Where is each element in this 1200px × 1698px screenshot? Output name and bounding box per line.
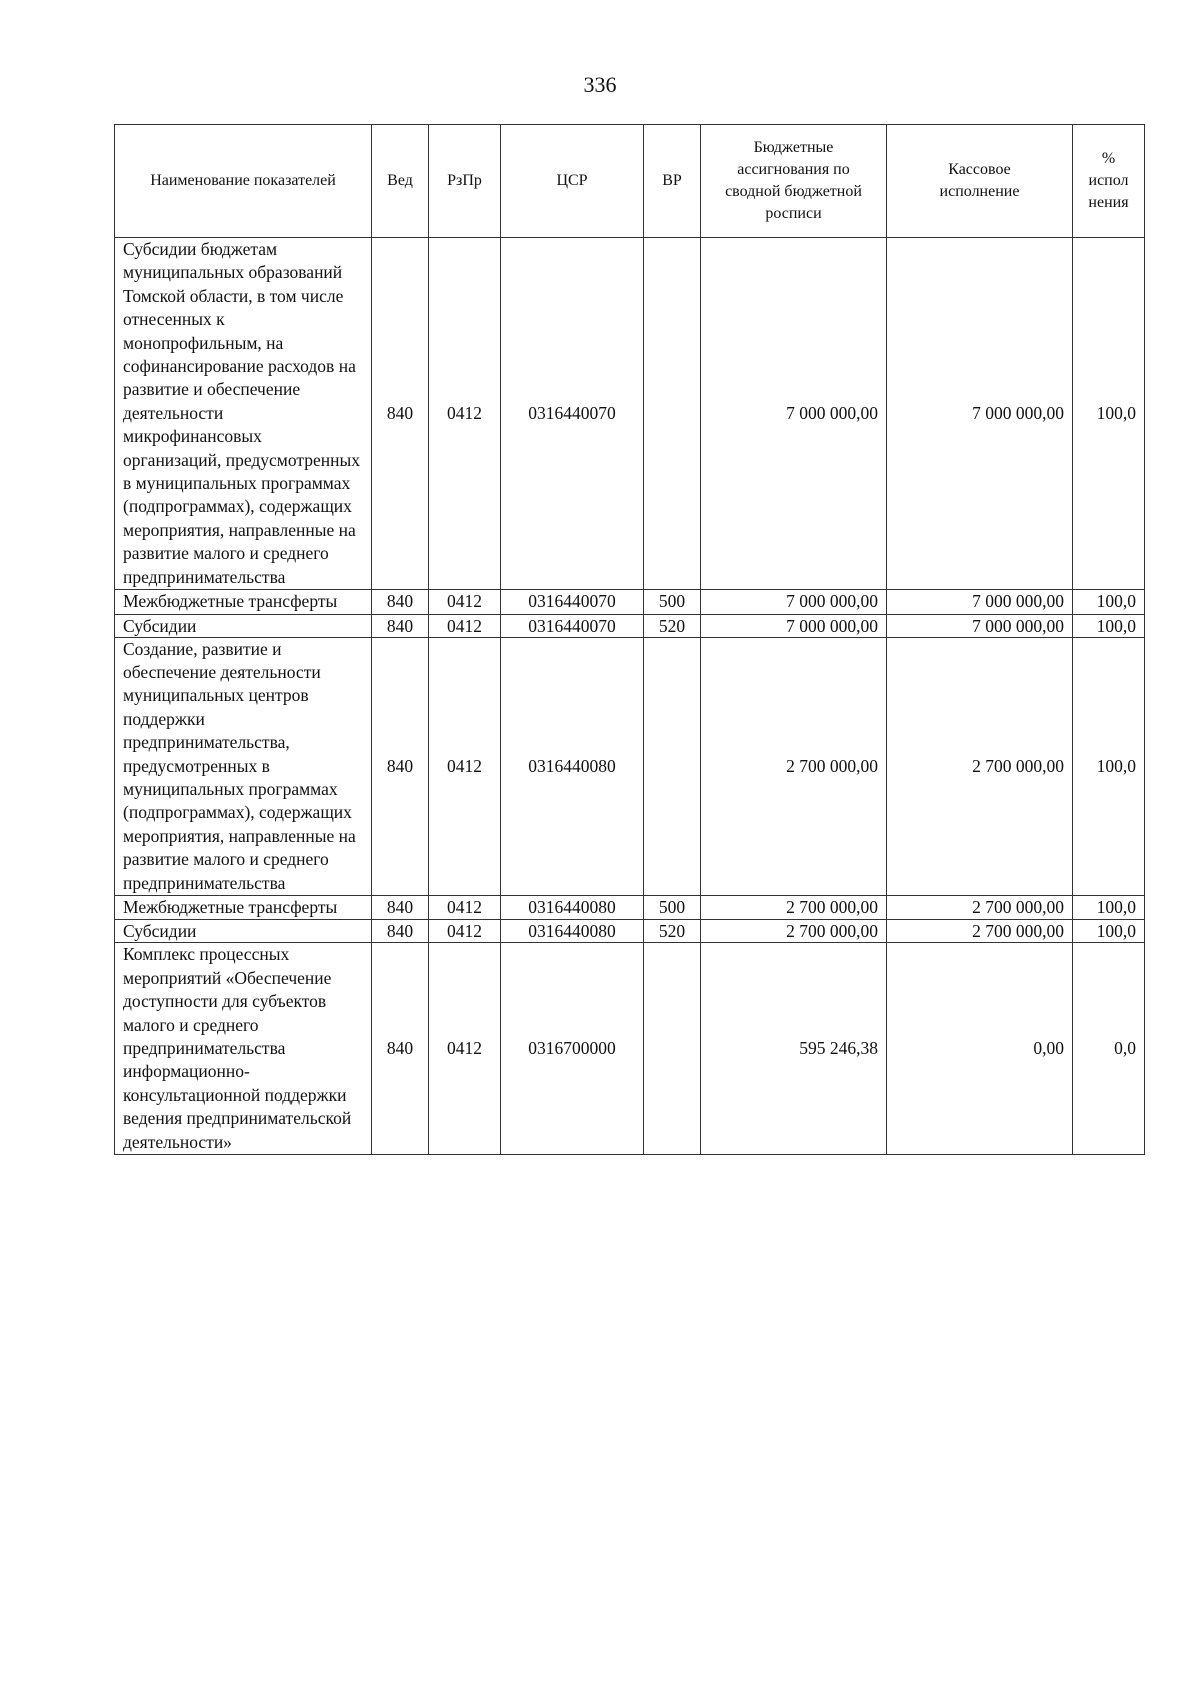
table-row (115, 590, 1145, 614)
row-csr: 0316700000 (501, 943, 644, 1155)
row-rzpr: 0412 (429, 614, 501, 637)
row-ved: 840 (372, 637, 429, 895)
table-row (115, 943, 1145, 1155)
row-rzpr: 0412 (429, 637, 501, 895)
row-rzpr: 0412 (429, 238, 501, 590)
header-cash: Кассовое исполнение (887, 125, 1073, 238)
header-rzpr: РзПр (429, 125, 501, 238)
row-ved: 840 (372, 614, 429, 637)
row-rzpr: 0412 (429, 590, 501, 614)
row-name: Создание, развитие и обеспечение деятельности муниципальных центров поддержки предпринимательства, предусмотренных в муниципальных программах (подпрограммах), содержащих мероприятия, направленные на развитие малого и среднего предпринимательства (115, 637, 372, 895)
row-ved: 840 (372, 895, 429, 919)
row-cash: 2 700 000,00 (887, 895, 1073, 919)
row-csr: 0316440080 (501, 920, 644, 943)
row-cash: 2 700 000,00 (887, 920, 1073, 943)
row-name: Комплекс процессных мероприятий «Обеспечение доступности для субъектов малого и среднего предпринимательства информационно-консультационной поддержки ведения предпринимательской деятельности» (115, 943, 372, 1155)
row-ved: 840 (372, 238, 429, 590)
row-ved: 840 (372, 590, 429, 614)
row-vr: 520 (644, 614, 701, 637)
row-rzpr: 0412 (429, 920, 501, 943)
row-vr: 500 (644, 895, 701, 919)
row-pct: 100,0 (1073, 895, 1145, 919)
row-pct: 100,0 (1073, 238, 1145, 590)
row-vr: 520 (644, 920, 701, 943)
row-name: Субсидии (115, 920, 372, 943)
row-name: Межбюджетные трансферты (115, 590, 372, 614)
header-name: Наименование показателей (115, 125, 372, 238)
row-csr: 0316440070 (501, 238, 644, 590)
table-row (115, 614, 1145, 637)
row-budget: 2 700 000,00 (701, 637, 887, 895)
row-budget: 7 000 000,00 (701, 590, 887, 614)
row-name: Субсидии бюджетам муниципальных образований Томской области, в том числе отнесенных к монопрофильным, на софинансирование расходов на развитие и обеспечение деятельности микрофинансовых организаций, предусмотренных в муниципальных программах (подпрограммах), содержащих мероприятия, направленные на развитие малого и среднего предпринимательства (115, 238, 372, 590)
row-csr: 0316440070 (501, 614, 644, 637)
header-vr: ВР (644, 125, 701, 238)
row-pct: 100,0 (1073, 590, 1145, 614)
row-budget: 2 700 000,00 (701, 895, 887, 919)
row-pct: 100,0 (1073, 614, 1145, 637)
page-number: 336 (583, 72, 617, 97)
row-vr (644, 238, 701, 590)
row-vr (644, 943, 701, 1155)
row-budget: 7 000 000,00 (701, 238, 887, 590)
row-cash: 2 700 000,00 (887, 637, 1073, 895)
row-name: Субсидии (115, 614, 372, 637)
row-name: Межбюджетные трансферты (115, 895, 372, 919)
row-pct: 100,0 (1073, 637, 1145, 895)
row-vr (644, 637, 701, 895)
row-ved: 840 (372, 943, 429, 1155)
row-budget: 7 000 000,00 (701, 614, 887, 637)
row-budget: 595 246,38 (701, 943, 887, 1155)
budget-execution-table (114, 124, 1145, 1155)
table-row (115, 895, 1145, 919)
table-row (115, 637, 1145, 895)
row-pct: 100,0 (1073, 920, 1145, 943)
table-row (115, 920, 1145, 943)
row-rzpr: 0412 (429, 943, 501, 1155)
row-csr: 0316440080 (501, 637, 644, 895)
row-rzpr: 0412 (429, 895, 501, 919)
row-vr: 500 (644, 590, 701, 614)
row-pct: 0,0 (1073, 943, 1145, 1155)
row-csr: 0316440070 (501, 590, 644, 614)
header-budget: Бюджетные ассигнования по сводной бюджетной росписи (701, 125, 887, 238)
table-header-row (115, 125, 1145, 238)
header-ved: Вед (372, 125, 429, 238)
header-pct: % испол нения (1073, 125, 1145, 238)
header-csr: ЦСР (501, 125, 644, 238)
table-row (115, 238, 1145, 590)
row-cash: 0,00 (887, 943, 1073, 1155)
row-budget: 2 700 000,00 (701, 920, 887, 943)
row-csr: 0316440080 (501, 895, 644, 919)
row-cash: 7 000 000,00 (887, 614, 1073, 637)
row-ved: 840 (372, 920, 429, 943)
row-cash: 7 000 000,00 (887, 238, 1073, 590)
row-cash: 7 000 000,00 (887, 590, 1073, 614)
